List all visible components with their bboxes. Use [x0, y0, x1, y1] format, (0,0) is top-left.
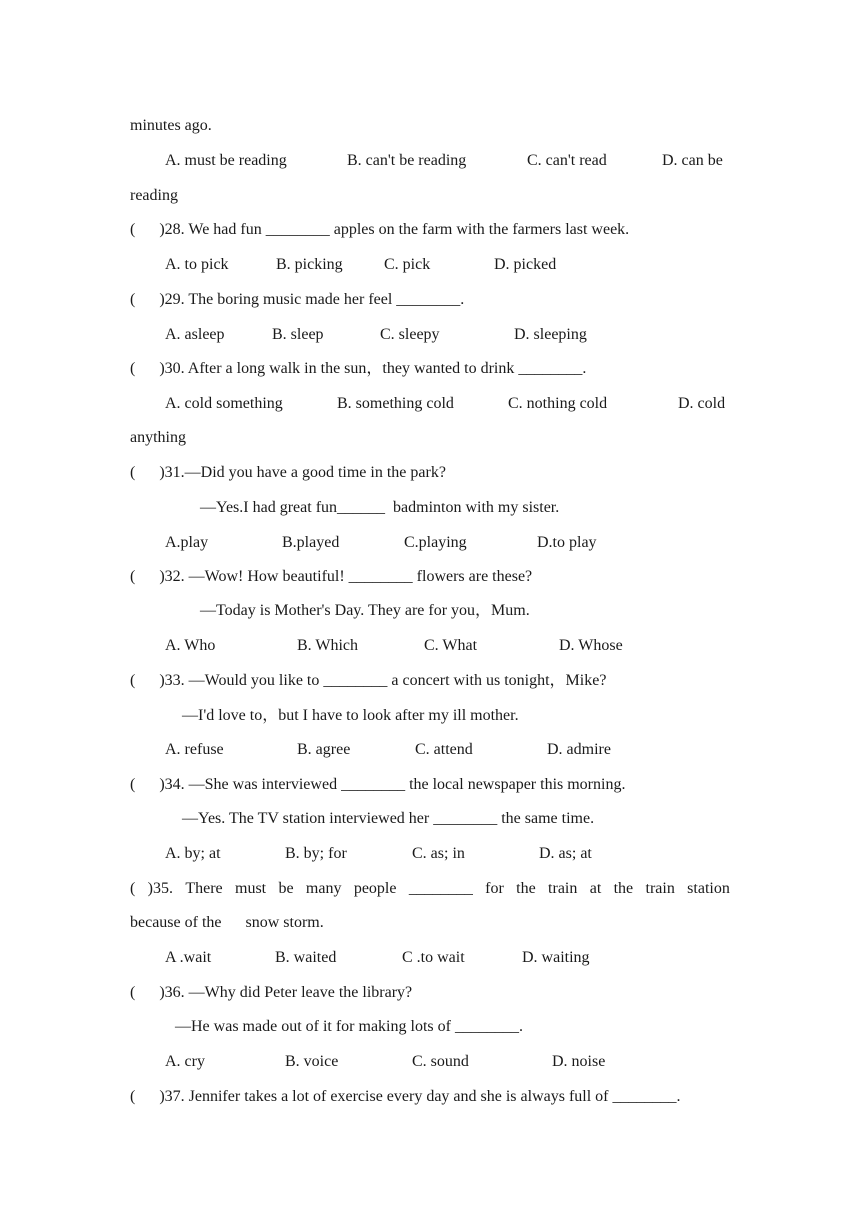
option-b: B. Which [297, 637, 359, 654]
option-c: C.playing [404, 534, 467, 551]
option-a: A. refuse [165, 741, 224, 758]
q35-word: many [305, 880, 342, 897]
question-29: ( )29. The boring music made her feel ________. [130, 291, 465, 308]
option-c: C. can't read [527, 152, 607, 169]
text-line: minutes ago. [130, 117, 212, 134]
option-b: B. can't be reading [347, 152, 467, 169]
option-a: A .wait [165, 949, 212, 966]
dialogue-line: —I'd love to，but I have to look after my ill mother. [182, 707, 519, 724]
q35-word: the [613, 880, 634, 897]
option-c: C. pick [384, 256, 431, 273]
option-d: D. cold [678, 395, 726, 412]
dialogue-line: —Yes.I had great fun______ badminton with my sister. [200, 499, 560, 516]
option-c: C. nothing cold [508, 395, 608, 412]
option-d: D. admire [547, 741, 611, 758]
option-a: A. asleep [165, 326, 225, 343]
q35-word: at [589, 880, 602, 897]
text-line: because of the snow storm. [130, 914, 324, 931]
option-b: B. picking [276, 256, 343, 273]
option-b: B. agree [297, 741, 351, 758]
dialogue-line: —Yes. The TV station interviewed her ________ the same time. [182, 810, 595, 827]
dialogue-line: —He was made out of it for making lots of ________. [175, 1018, 523, 1035]
q35-options [165, 948, 765, 968]
option-a: A. Who [165, 637, 216, 654]
option-c: C. as; in [412, 845, 465, 862]
option-a: A. cry [165, 1053, 205, 1070]
q35-word: There [185, 880, 223, 897]
question-30: ( )30. After a long walk in the sun，they wanted to drink ________. [130, 360, 587, 377]
q29-options [165, 325, 765, 345]
option-a: A.play [165, 534, 209, 551]
q34-options [165, 844, 765, 864]
q35-word: for [485, 880, 504, 897]
option-a: A. cold something [165, 395, 283, 412]
option-a: A. must be reading [165, 152, 287, 169]
q35-word: )35. [147, 880, 173, 897]
option-c: C. attend [415, 741, 473, 758]
question-28: ( )28. We had fun ________ apples on the farm with the farmers last week. [130, 221, 630, 238]
option-d: D. Whose [559, 637, 623, 654]
option-b: B. voice [285, 1053, 339, 1070]
option-d: D. can be [662, 152, 723, 169]
option-c: C. sound [412, 1053, 469, 1070]
question-32: ( )32. —Wow! How beautiful! ________ flowers are these? [130, 568, 533, 585]
q35-word: train [645, 880, 675, 897]
q35-word: train [548, 880, 578, 897]
q35-word: the [516, 880, 536, 897]
question-36: ( )36. —Why did Peter leave the library? [130, 984, 413, 1001]
q28-options [165, 255, 765, 275]
option-b: B. waited [275, 949, 337, 966]
option-d: D. noise [552, 1053, 606, 1070]
option-d: D. as; at [539, 845, 592, 862]
option-d: D. picked [494, 256, 557, 273]
q36-options [165, 1052, 765, 1072]
option-a: A. by; at [165, 845, 221, 862]
q35-word: ________ [408, 880, 473, 897]
q35-word: ( [130, 880, 136, 897]
q35-word: station [687, 880, 730, 897]
text-line: anything [130, 429, 186, 446]
option-d: D. sleeping [514, 326, 587, 343]
option-c: C .to wait [402, 949, 465, 966]
option-b: B. by; for [285, 845, 347, 862]
option-c: C. sleepy [380, 326, 440, 343]
dialogue-line: —Today is Mother's Day. They are for you，Mum. [200, 602, 530, 619]
option-b: B.played [282, 534, 340, 551]
question-31: ( )31.—Did you have a good time in the park? [130, 464, 446, 481]
q35-word: must [235, 880, 267, 897]
question-33: ( )33. —Would you like to ________ a concert with us tonight，Mike? [130, 672, 607, 689]
q30-options [165, 394, 765, 414]
option-c: C. What [424, 637, 478, 654]
option-a: A. to pick [165, 256, 229, 273]
option-d: D.to play [537, 534, 597, 551]
q35-word: people [353, 880, 397, 897]
option-b: B. something cold [337, 395, 454, 412]
question-35 [130, 879, 730, 899]
q31-options [165, 533, 765, 553]
option-d: D. waiting [522, 949, 590, 966]
question-34: ( )34. —She was interviewed ________ the local newspaper this morning. [130, 776, 626, 793]
q33-options [165, 740, 765, 760]
q32-options [165, 636, 765, 656]
question-37: ( )37. Jennifer takes a lot of exercise every day and she is always full of ________. [130, 1088, 681, 1105]
q27-options [165, 151, 765, 171]
option-b: B. sleep [272, 326, 324, 343]
q35-word: be [278, 880, 294, 897]
text-line: reading [130, 187, 178, 204]
